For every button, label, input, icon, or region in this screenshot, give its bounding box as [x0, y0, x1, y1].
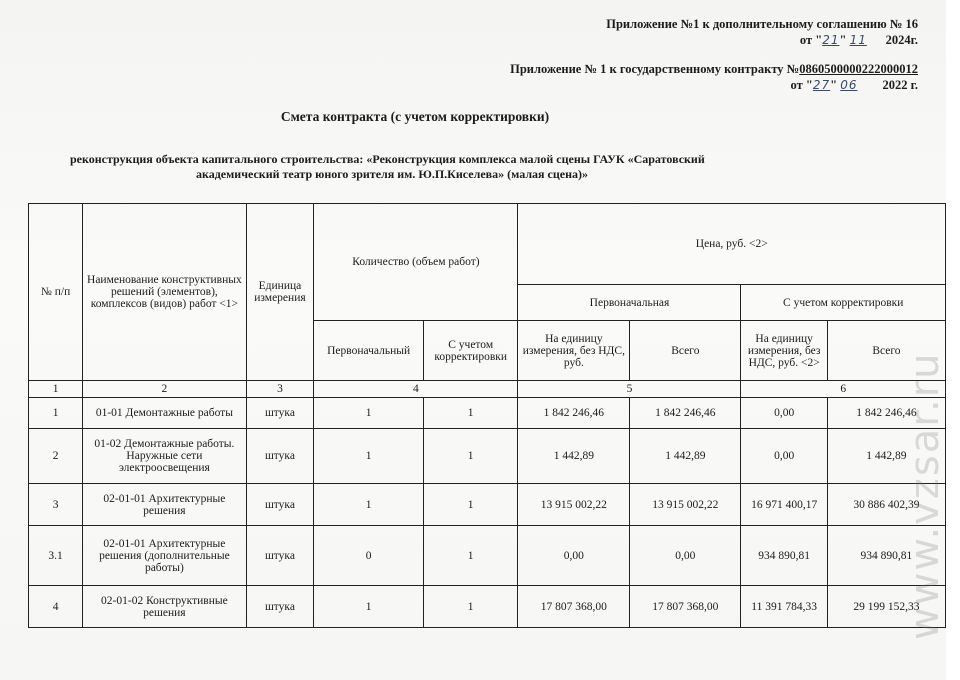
- row-name: 01-01 Демонтажные работы: [83, 398, 246, 429]
- header-total-adjusted: Всего: [827, 321, 945, 381]
- estimate-table: [28, 203, 946, 628]
- handwritten-month: 06: [840, 78, 858, 92]
- row-qty-adjusted: 1: [423, 526, 518, 586]
- appendix-agreement-line: Приложение №1 к дополнительному соглашению № 16: [606, 17, 918, 31]
- date-prefix: от ": [799, 33, 823, 47]
- row-adj-unit: 11 391 784,33: [741, 586, 827, 628]
- row-qty-initial: 1: [314, 586, 424, 628]
- header-price-adjusted: С учетом корректировки: [741, 285, 946, 321]
- row-adj-total: 1 842 246,46: [827, 398, 945, 429]
- row-num: 1: [29, 398, 83, 429]
- row-price-total: 0,00: [630, 526, 741, 586]
- row-qty-initial: 1: [314, 429, 424, 484]
- contract-number: 0860500000222000012: [799, 62, 918, 76]
- row-qty-initial: 1: [314, 484, 424, 526]
- row-qty-initial: 1: [314, 398, 424, 429]
- scan-edge: [946, 0, 960, 680]
- header-quantity: Количество (объем работ): [314, 204, 518, 321]
- row-price-unit: 17 807 368,00: [518, 586, 630, 628]
- row-price-total: 13 915 002,22: [630, 484, 741, 526]
- row-adj-unit: 0,00: [741, 398, 827, 429]
- date-separator: ": [830, 78, 841, 92]
- header-qty-initial: Первоначальный: [314, 321, 424, 381]
- table-row: [29, 398, 946, 429]
- row-num: 4: [29, 586, 83, 628]
- handwritten-month: 11: [849, 33, 867, 47]
- row-price-total: 17 807 368,00: [630, 586, 741, 628]
- row-adj-unit: 16 971 400,17: [741, 484, 827, 526]
- row-price-unit: 13 915 002,22: [518, 484, 630, 526]
- subject-line-2: академический театр юного зрителя им. Ю.П.Киселева» (малая сцена)»: [196, 167, 589, 181]
- row-num: 3: [29, 484, 83, 526]
- date-separator: ": [839, 33, 850, 47]
- handwritten-day: 27: [812, 78, 831, 92]
- col-number: 6: [741, 381, 946, 398]
- row-name: 02-01-01 Архитектурные решения (дополнительные работы): [83, 526, 246, 586]
- header-per-unit-adjusted: На единицу измерения, без НДС, руб. <2>: [741, 321, 827, 381]
- row-adj-total: 29 199 152,33: [827, 586, 945, 628]
- row-adj-unit: 0,00: [741, 429, 827, 484]
- appendix-agreement-date: [800, 33, 918, 48]
- header-name: Наименование конструктивных решений (элементов), комплексов (видов) работ <1>: [83, 204, 246, 381]
- col-number: 2: [83, 381, 246, 398]
- row-unit: штука: [246, 398, 314, 429]
- col-number: 5: [518, 381, 741, 398]
- col-number: 3: [246, 381, 314, 398]
- date-prefix: от ": [790, 78, 813, 92]
- header-total: Всего: [630, 321, 741, 381]
- row-num: 2: [29, 429, 83, 484]
- row-price-unit: 1 442,89: [518, 429, 630, 484]
- row-qty-initial: 0: [314, 526, 424, 586]
- row-name: 02-01-01 Архитектурные решения: [83, 484, 246, 526]
- row-name: 01-02 Демонтажные работы. Наружные сети электроосвещения: [83, 429, 246, 484]
- header-price-initial: Первоначальная: [518, 285, 741, 321]
- row-name: 02-01-02 Конструктивные решения: [83, 586, 246, 628]
- date-year: 2022 г.: [882, 78, 918, 92]
- row-adj-unit: 934 890,81: [741, 526, 827, 586]
- table-row: [29, 526, 946, 586]
- table-row: [29, 429, 946, 484]
- table-row: [29, 484, 946, 526]
- appendix-contract-text: Приложение № 1 к государственному контракту №: [510, 62, 800, 76]
- subject-line-1: реконструкция объекта капитального строительства: «Реконструкция комплекса малой сцены ГАУК «Саратовский: [70, 152, 705, 166]
- document-title: Смета контракта (с учетом корректировки): [280, 109, 550, 124]
- row-qty-adjusted: 1: [423, 429, 518, 484]
- row-qty-adjusted: 1: [423, 484, 518, 526]
- row-unit: штука: [246, 484, 314, 526]
- header-qty-adjusted: С учетом корректировки: [423, 321, 518, 381]
- col-number: 4: [314, 381, 518, 398]
- handwritten-day: 21: [822, 33, 840, 47]
- row-qty-adjusted: 1: [423, 398, 518, 429]
- row-unit: штука: [246, 526, 314, 586]
- row-adj-total: 934 890,81: [827, 526, 945, 586]
- date-year: 2024г.: [885, 33, 918, 47]
- appendix-contract-line: [510, 62, 918, 77]
- header-unit: Единица измерения: [246, 204, 314, 381]
- row-num: 3.1: [29, 526, 83, 586]
- row-price-total: 1 442,89: [630, 429, 741, 484]
- site-watermark: www.vzsar.ru: [902, 351, 948, 640]
- row-price-unit: 1 842 246,46: [518, 398, 630, 429]
- row-qty-adjusted: 1: [423, 586, 518, 628]
- header-num: № п/п: [29, 204, 83, 381]
- table-row: [29, 586, 946, 628]
- header-price: Цена, руб. <2>: [518, 204, 946, 285]
- row-unit: штука: [246, 429, 314, 484]
- col-number: 1: [29, 381, 83, 398]
- appendix-contract-date: [791, 78, 918, 93]
- row-adj-total: 1 442,89: [827, 429, 945, 484]
- row-adj-total: 30 886 402,39: [827, 484, 945, 526]
- row-price-total: 1 842 246,46: [630, 398, 741, 429]
- header-per-unit: На единицу измерения, без НДС, руб.: [518, 321, 630, 381]
- row-price-unit: 0,00: [518, 526, 630, 586]
- row-unit: штука: [246, 586, 314, 628]
